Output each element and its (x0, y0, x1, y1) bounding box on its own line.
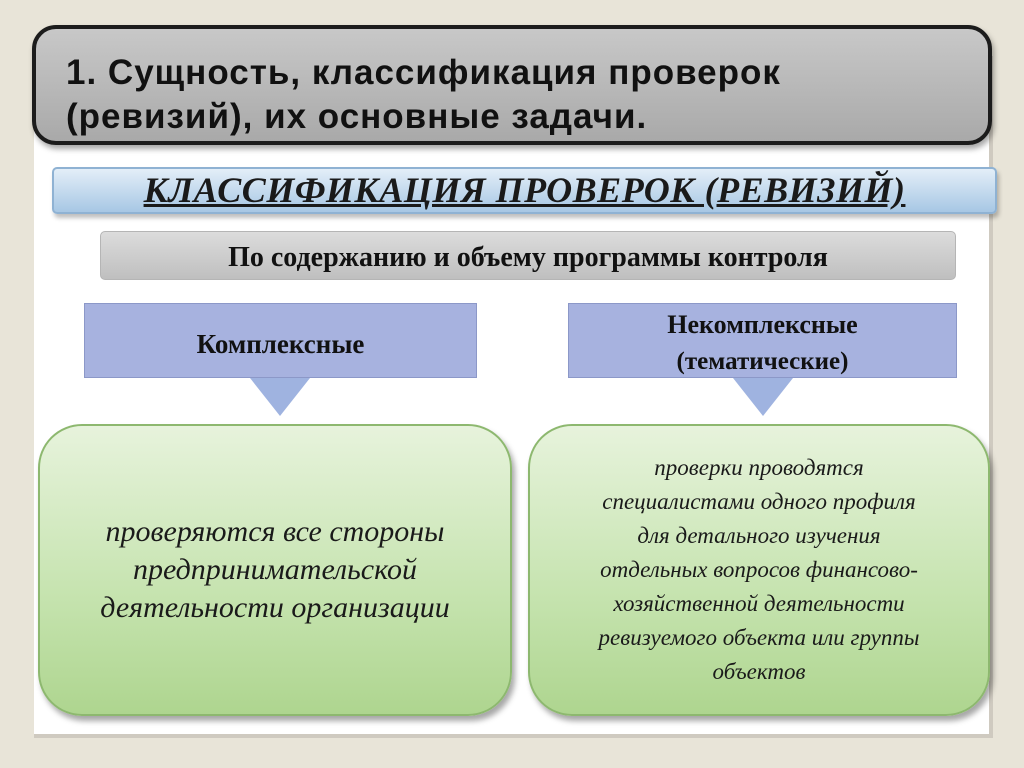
description-line: проверки проводятся (654, 455, 864, 480)
description-complex (38, 424, 512, 716)
description-line: хозяйственной деятельности (613, 591, 905, 616)
description-line: отдельных вопросов финансово- (600, 557, 918, 582)
description-line: предпринимательской (133, 553, 417, 586)
description-line: деятельности организации (100, 591, 450, 624)
category-noncomplex (568, 303, 957, 378)
slide-title-line-1: 1. Сущность, классификация проверок (66, 53, 781, 92)
category-complex-label: Комплексные (196, 329, 365, 359)
classification-header (52, 167, 997, 214)
slide-title (32, 25, 992, 145)
category-noncomplex-sublabel: (тематические) (676, 348, 849, 375)
category-complex (84, 303, 477, 378)
slide-title-line-2: (ревизий), их основные задачи. (66, 97, 648, 136)
description-line: специалистами одного профиля (602, 489, 916, 514)
description-line: для детального изучения (637, 523, 881, 548)
down-arrow-icon-right (733, 378, 793, 416)
down-arrow-icon-left (250, 378, 310, 416)
description-line: проверяются все стороны (105, 515, 445, 548)
criterion-box: По содержанию и объему программы контроля (100, 231, 956, 280)
description-noncomplex (528, 424, 990, 716)
description-line: ревизуемого объекта или группы (598, 625, 920, 650)
category-noncomplex-label: Некомплексные (667, 310, 858, 339)
description-line: объектов (712, 659, 806, 684)
classification-header-text: КЛАССИФИКАЦИЯ ПРОВЕРОК (РЕВИЗИЙ) (143, 170, 906, 210)
